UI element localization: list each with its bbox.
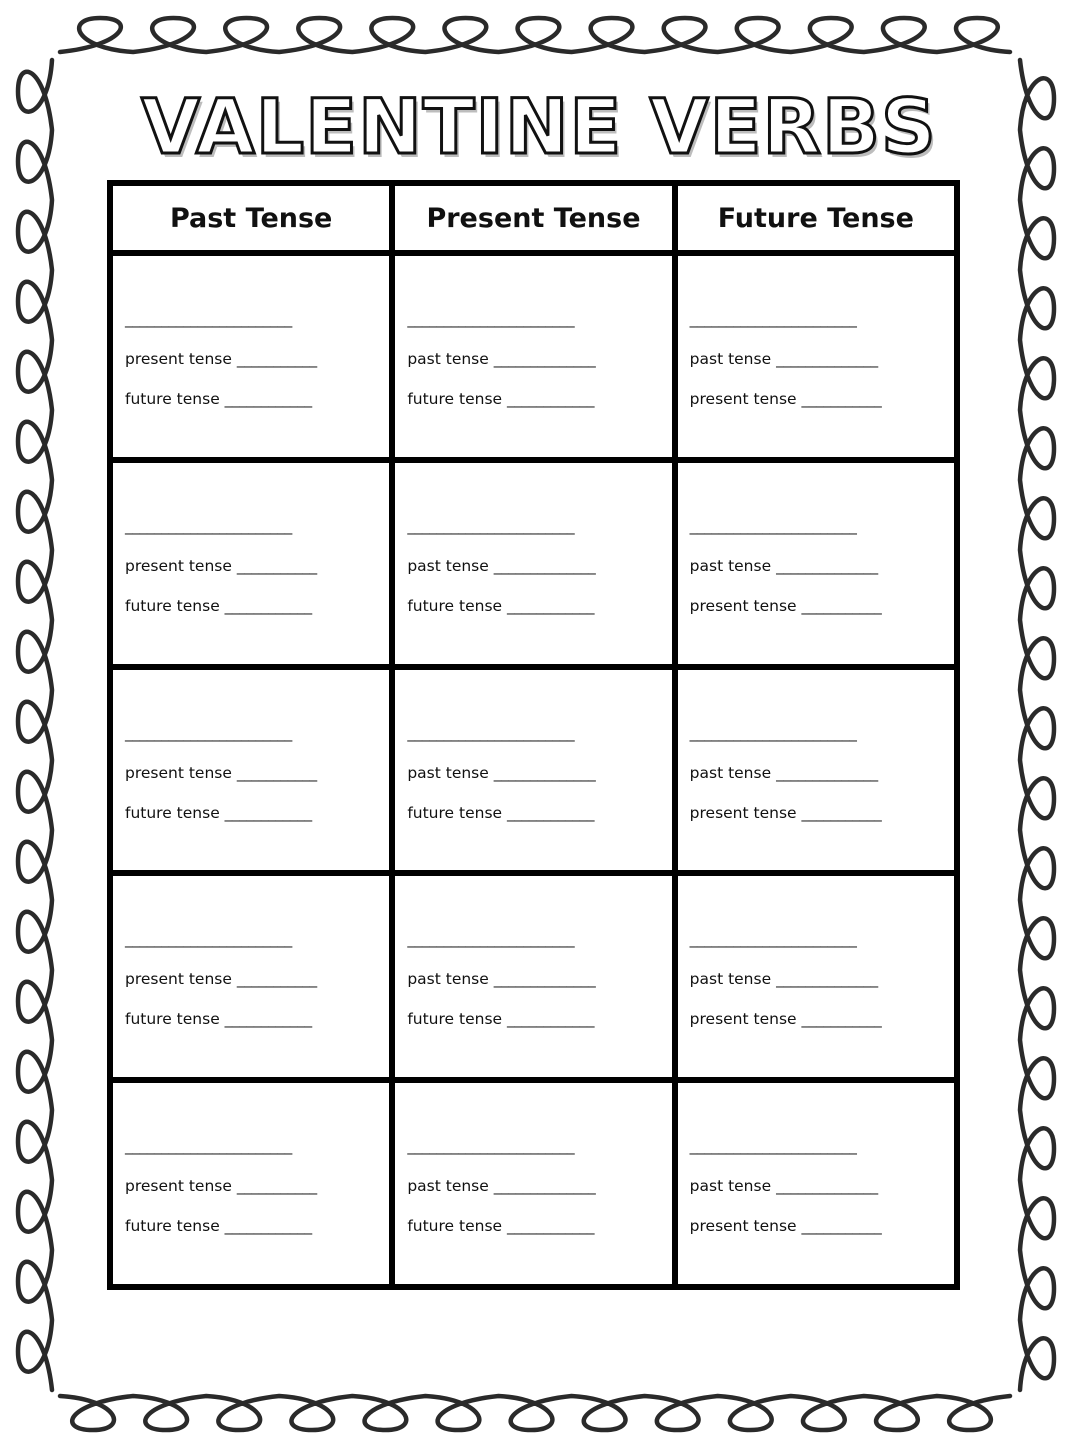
prompt-line [690, 557, 954, 575]
prompt-label: past tense [689, 763, 772, 782]
worksheet-cell-present [392, 253, 674, 460]
prompt-line [125, 1217, 389, 1235]
answer-blank[interactable]: ______________ [493, 1177, 596, 1196]
prompt-line [407, 1177, 671, 1195]
answer-blank[interactable]: ___________ [801, 803, 882, 822]
answer-blank[interactable]: _______________________ [689, 1137, 857, 1156]
prompt-label: present tense [125, 970, 232, 989]
prompt-label: past tense [689, 970, 772, 989]
prompt-line [407, 1010, 671, 1028]
prompt-label: future tense [125, 803, 220, 822]
answer-blank[interactable]: _______________________ [125, 930, 292, 949]
answer-blank[interactable]: ____________ [507, 803, 594, 822]
prompt-line [690, 764, 954, 782]
answer-blank[interactable]: ___________ [801, 390, 882, 408]
page-title: VALENTINE VERBS [141, 82, 937, 171]
header-row [110, 183, 957, 253]
answer-blank[interactable]: _______________________ [407, 310, 575, 328]
prompt-line [125, 764, 389, 782]
answer-blank[interactable]: _______________________ [689, 516, 857, 535]
worksheet-cell-future [675, 253, 957, 460]
table-row [110, 873, 957, 1080]
prompt-label: future tense [407, 1217, 503, 1236]
worksheet-cell-past [110, 667, 392, 874]
header-future-tense: Future Tense [675, 183, 957, 253]
answer-blank[interactable]: _______________________ [689, 310, 857, 328]
prompt-line [407, 597, 671, 615]
worksheet-cell-future [675, 1080, 957, 1287]
prompt-line [125, 1177, 389, 1195]
prompt-label: past tense [689, 1177, 772, 1196]
prompt-line [407, 764, 671, 782]
table-row [110, 667, 957, 874]
answer-blank[interactable]: _______________________ [407, 1137, 575, 1156]
answer-blank[interactable]: ____________ [507, 1217, 594, 1236]
worksheet-cell-past [110, 873, 392, 1080]
prompt-line [690, 1010, 954, 1028]
answer-blank[interactable]: ____________ [224, 1217, 312, 1236]
prompt-line [407, 350, 671, 368]
prompt-label: past tense [407, 970, 489, 989]
prompt-line [690, 804, 954, 822]
prompt-line [407, 1217, 671, 1235]
prompt-label: present tense [125, 556, 232, 575]
prompt-label: future tense [125, 390, 220, 408]
worksheet-cell-present [392, 667, 674, 874]
prompt-label: past tense [407, 350, 489, 368]
prompt-label: present tense [689, 596, 797, 615]
answer-blank[interactable]: ______________ [493, 763, 596, 782]
answer-blank[interactable]: ____________ [224, 390, 312, 408]
answer-blank[interactable]: ______________ [493, 970, 596, 989]
answer-blank[interactable]: _______________________ [125, 310, 292, 328]
answer-blank[interactable]: ___________ [236, 970, 317, 989]
verb-tense-table [107, 180, 960, 1290]
answer-blank[interactable]: ____________ [507, 1010, 594, 1029]
table-row [110, 253, 957, 460]
border-top-loops [60, 18, 1010, 52]
answer-blank[interactable]: ______________ [493, 350, 596, 368]
answer-blank[interactable]: ______________ [776, 556, 878, 575]
prompt-line [407, 970, 671, 988]
answer-blank[interactable]: _______________________ [689, 723, 857, 742]
prompt-label: past tense [689, 556, 772, 575]
answer-blank[interactable]: ___________ [801, 1217, 882, 1236]
prompt-line [690, 597, 954, 615]
prompt-label: future tense [125, 1217, 220, 1236]
border-right-loops [1020, 60, 1054, 1390]
answer-blank[interactable]: ____________ [224, 1010, 312, 1029]
answer-blank[interactable]: _______________________ [407, 516, 575, 535]
prompt-line [125, 350, 389, 368]
answer-blank[interactable]: _______________________ [125, 723, 292, 742]
worksheet-cell-future [675, 873, 957, 1080]
worksheet-cell-past [110, 1080, 392, 1287]
prompt-line [690, 390, 954, 408]
prompt-label: present tense [689, 390, 797, 408]
answer-blank[interactable]: ___________ [801, 596, 882, 615]
prompt-label: present tense [125, 1177, 232, 1196]
answer-blank[interactable]: ____________ [224, 803, 312, 822]
answer-blank[interactable]: ____________ [507, 596, 594, 615]
answer-blank[interactable]: _______________________ [689, 930, 857, 949]
worksheet-cell-present [392, 873, 674, 1080]
table-row [110, 460, 957, 667]
answer-blank[interactable]: ______________ [776, 763, 878, 782]
prompt-label: present tense [689, 1010, 797, 1029]
answer-blank[interactable]: ____________ [224, 596, 312, 615]
prompt-line [690, 1177, 954, 1195]
answer-blank[interactable]: ___________ [236, 350, 317, 368]
prompt-label: future tense [407, 596, 503, 615]
prompt-line [125, 804, 389, 822]
prompt-label: future tense [407, 1010, 503, 1029]
prompt-line [125, 557, 389, 575]
answer-blank[interactable]: ______________ [776, 350, 878, 368]
prompt-label: past tense [407, 763, 489, 782]
prompt-label: future tense [125, 1010, 220, 1029]
prompt-label: present tense [125, 350, 232, 368]
prompt-label: present tense [689, 803, 797, 822]
answer-blank[interactable]: ______________ [776, 970, 878, 989]
border-left-loops [18, 60, 52, 1390]
prompt-line [690, 1217, 954, 1235]
answer-blank[interactable]: _______________________ [125, 1137, 292, 1156]
prompt-line [125, 390, 389, 408]
prompt-line [125, 597, 389, 615]
answer-blank[interactable]: _______________________ [407, 930, 575, 949]
worksheet-cell-future [675, 667, 957, 874]
prompt-line [690, 970, 954, 988]
prompt-line [125, 970, 389, 988]
prompt-label: future tense [125, 596, 220, 615]
prompt-label: past tense [689, 350, 772, 368]
answer-blank[interactable]: ______________ [493, 556, 596, 575]
answer-blank[interactable]: ______________ [776, 1177, 878, 1196]
prompt-label: future tense [407, 390, 503, 408]
prompt-line [125, 1010, 389, 1028]
prompt-label: future tense [407, 803, 503, 822]
answer-blank[interactable]: ___________ [236, 763, 317, 782]
worksheet-cell-past [110, 253, 392, 460]
answer-blank[interactable]: ____________ [507, 390, 594, 408]
prompt-line [407, 557, 671, 575]
answer-blank[interactable]: _______________________ [125, 516, 292, 535]
answer-blank[interactable]: ___________ [801, 1010, 882, 1029]
prompt-label: past tense [407, 1177, 489, 1196]
border-bottom-loops [60, 1396, 1010, 1430]
header-present-tense: Present Tense [392, 183, 674, 253]
header-past-tense: Past Tense [110, 183, 392, 253]
prompt-line [690, 350, 954, 368]
prompt-label: past tense [407, 556, 489, 575]
worksheet-cell-past [110, 460, 392, 667]
prompt-label: present tense [125, 763, 232, 782]
answer-blank[interactable]: ___________ [236, 556, 317, 575]
answer-blank[interactable]: ___________ [236, 1177, 317, 1196]
worksheet-cell-future [675, 460, 957, 667]
worksheet-cell-present [392, 1080, 674, 1287]
answer-blank[interactable]: _______________________ [407, 723, 575, 742]
prompt-label: present tense [689, 1217, 797, 1236]
worksheet-cell-present [392, 460, 674, 667]
table-row [110, 1080, 957, 1287]
prompt-line [407, 804, 671, 822]
prompt-line [407, 390, 671, 408]
